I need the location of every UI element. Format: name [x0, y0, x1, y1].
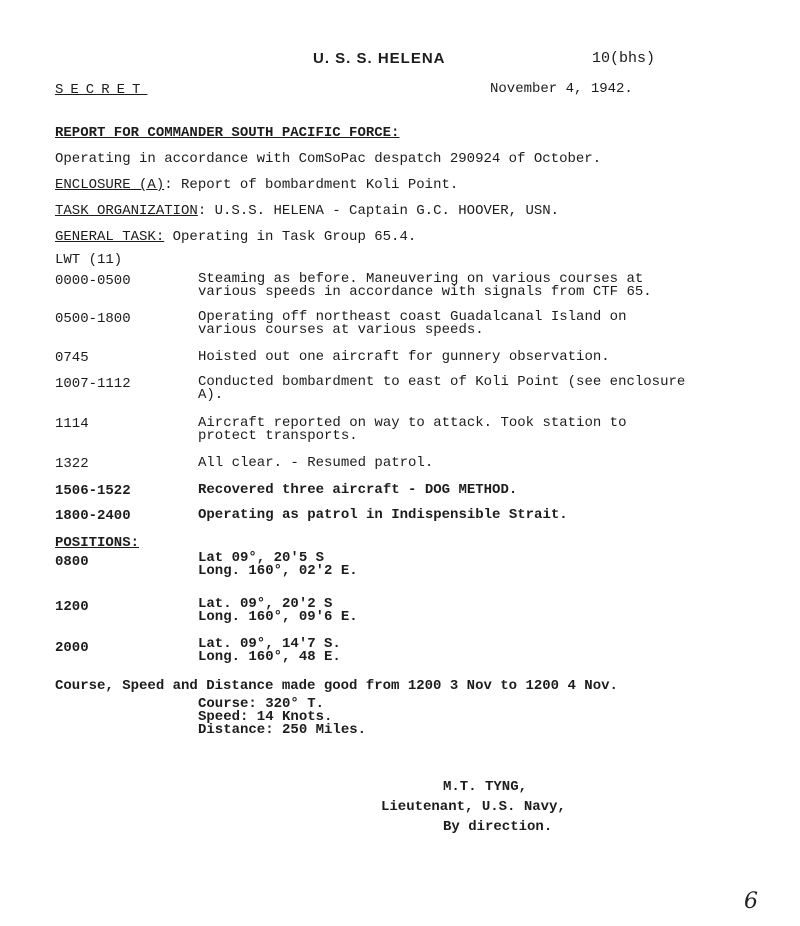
position-lat: Lat. 09°, 14'7 S.: [198, 636, 341, 652]
enclosure-line: [55, 178, 458, 192]
report-date: November 4, 1942.: [490, 81, 633, 97]
task-organization-text: : U.S.S. HELENA - Captain G.C. HOOVER, USN.: [197, 203, 560, 219]
log-entry: [198, 311, 626, 337]
enclosure-text: : Report of bombardment Koli Point.: [164, 177, 459, 193]
log-entry: [198, 417, 626, 443]
course-summary-heading: Course, Speed and Distance made good from 1200 3 Nov to 1200 4 Nov.: [55, 678, 618, 694]
position-time: 1200: [55, 599, 89, 615]
position-lat: Lat 09°, 20'5 S: [198, 550, 325, 566]
signature-by-direction: By direction.: [443, 819, 553, 835]
log-time: 1114: [55, 416, 89, 432]
task-organization-label: TASK ORGANIZATION: [55, 203, 198, 219]
log-entry-line: Aircraft reported on way to attack. Took station to: [198, 415, 627, 431]
position-long: Long. 160°, 48 E.: [198, 649, 341, 665]
log-time: 1007-1112: [55, 376, 131, 392]
position-long: Long. 160°, 02'2 E.: [198, 563, 358, 579]
general-task-line: [55, 230, 416, 244]
log-entry: [198, 457, 433, 470]
position-time: 2000: [55, 640, 89, 656]
log-entry: [198, 351, 610, 364]
log-entry: [198, 376, 685, 402]
lwt-label: LWT (11): [55, 252, 123, 268]
position-coordinates: [198, 638, 341, 664]
log-entry-line: Steaming as before. Maneuvering on various courses at: [198, 271, 644, 287]
log-entry-line: protect transports.: [198, 428, 358, 444]
log-time: 0000-0500: [55, 273, 131, 289]
position-lat: Lat. 09°, 20'2 S: [198, 596, 333, 612]
position-coordinates: [198, 552, 358, 578]
log-entry-line: Operating as patrol in Indispensible Strait.: [198, 507, 568, 523]
log-entry-line: Operating off northeast coast Guadalcanal Island on: [198, 309, 627, 325]
log-time: 1506-1522: [55, 483, 131, 499]
log-entry: [198, 509, 568, 522]
log-entry-line: Hoisted out one aircraft for gunnery observation.: [198, 349, 610, 365]
log-time: 1322: [55, 456, 89, 472]
log-entry: [198, 484, 517, 497]
positions-heading: POSITIONS:: [55, 535, 140, 551]
log-entry-line: All clear. - Resumed patrol.: [198, 455, 434, 471]
task-organization-line: [55, 204, 559, 218]
signature-rank: Lieutenant, U.S. Navy,: [381, 799, 566, 815]
position-coordinates: [198, 598, 358, 624]
log-time: 0500-1800: [55, 311, 131, 327]
general-task-label: GENERAL TASK:: [55, 229, 165, 245]
log-entry-line: various courses at various speeds.: [198, 322, 484, 338]
document-number: 10(bhs): [592, 50, 656, 67]
position-time: 0800: [55, 554, 89, 570]
course-line: Course: 320° T.: [198, 696, 325, 712]
general-task-text: Operating in Task Group 65.4.: [164, 229, 417, 245]
log-entry-line: various speeds in accordance with signals from CTF 65.: [198, 284, 652, 300]
log-entry-line: Conducted bombardment to east of Koli Point (see enclosure: [198, 374, 686, 390]
position-long: Long. 160°, 09'6 E.: [198, 609, 358, 625]
log-entry-line: Recovered three aircraft - DOG METHOD.: [198, 482, 518, 498]
classification-mark: SECRET: [55, 82, 148, 98]
course-summary-details: [198, 698, 366, 737]
page-number: 6: [744, 889, 758, 914]
signature-name: M.T. TYNG,: [443, 779, 528, 795]
log-entry-line: A).: [198, 387, 224, 403]
log-time: 0745: [55, 350, 89, 366]
intro-line: Operating in accordance with ComSoPac despatch 290924 of October.: [55, 151, 602, 167]
distance-line: Distance: 250 Miles.: [198, 722, 367, 738]
report-heading: REPORT FOR COMMANDER SOUTH PACIFIC FORCE:: [55, 125, 400, 141]
enclosure-label: ENCLOSURE (A): [55, 177, 165, 193]
log-entry: [198, 273, 652, 299]
log-time: 1800-2400: [55, 508, 131, 524]
ship-name: U. S. S. HELENA: [313, 50, 446, 67]
speed-line: Speed: 14 Knots.: [198, 709, 333, 725]
